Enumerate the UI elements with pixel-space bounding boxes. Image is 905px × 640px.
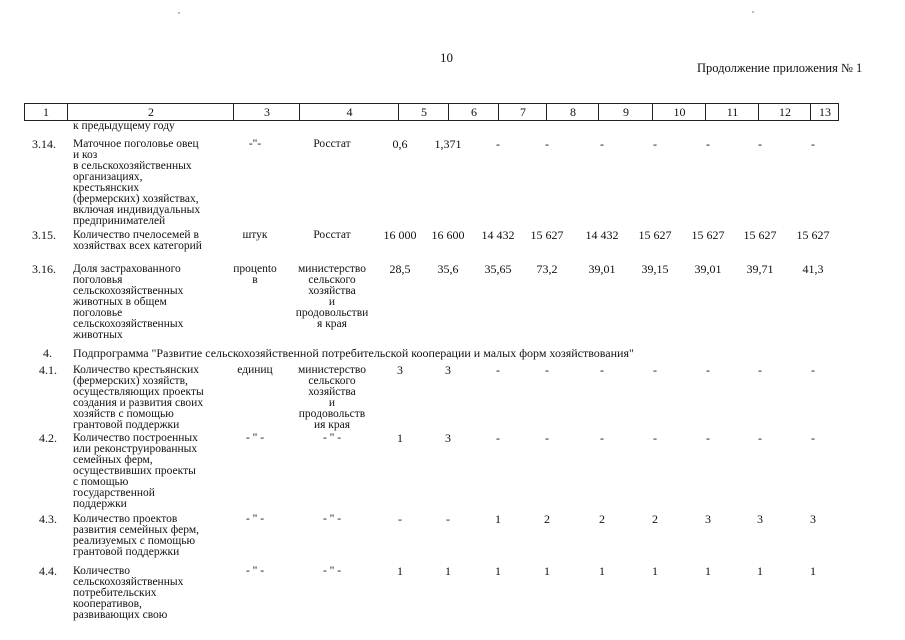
header-cell: 1 xyxy=(43,105,49,119)
page-number: 10 xyxy=(440,50,453,65)
value-cell: 1 xyxy=(397,564,403,578)
value-cell: - xyxy=(600,137,604,151)
data-source: - " - xyxy=(322,432,342,444)
row-number: 4.1. xyxy=(39,363,57,377)
value-cell: 3 xyxy=(397,363,403,377)
value-cell: - xyxy=(653,137,657,151)
value-cell: 1 xyxy=(544,564,550,578)
header-cell: 5 xyxy=(398,104,449,120)
value-cell: 1 xyxy=(705,564,711,578)
value-cell: 3 xyxy=(445,431,451,445)
header-cell: 3 xyxy=(233,104,300,120)
unit-of-measure: штук xyxy=(242,229,268,241)
value-cell: 1 xyxy=(495,512,501,526)
row-number: 4.3. xyxy=(39,512,57,526)
scan-speck xyxy=(752,11,754,13)
value-cell: - xyxy=(653,431,657,445)
indicator-name: Количество крестьянских (фермерских) хозяйств, осуществляющих проекты создания и развития своих хозяйств с помощью грантовой поддержки xyxy=(73,364,204,431)
value-cell: - xyxy=(600,363,604,377)
value-cell: 39,15 xyxy=(641,262,669,276)
value-cell: - xyxy=(545,363,549,377)
value-cell: 15 627 xyxy=(743,228,777,242)
scan-speck xyxy=(178,12,180,14)
value-cell: 16 000 xyxy=(383,228,417,242)
value-cell: - xyxy=(496,363,500,377)
value-cell: - xyxy=(706,363,710,377)
value-cell: 14 432 xyxy=(585,228,619,242)
indicator-name: Количество пчелосемей в хозяйствах всех категорий xyxy=(73,229,202,252)
continuation-note: Продолжение приложения № 1 xyxy=(697,61,863,75)
row-number: 3.16. xyxy=(32,262,56,276)
value-cell: - xyxy=(811,363,815,377)
header-cell: 11 xyxy=(705,104,759,120)
value-cell: - xyxy=(398,512,402,526)
value-cell: - xyxy=(706,137,710,151)
header-cell: 10 xyxy=(652,104,706,120)
unit-of-measure: -"- xyxy=(248,138,262,150)
unit-of-measure: - " - xyxy=(245,432,265,444)
value-cell: 16 600 xyxy=(431,228,465,242)
header-cell: 6 xyxy=(448,104,499,120)
value-cell: 28,5 xyxy=(389,262,411,276)
value-cell: 15 627 xyxy=(796,228,830,242)
value-cell: - xyxy=(545,431,549,445)
value-cell: 3 xyxy=(757,512,763,526)
indicator-name: Количество построенных или реконструированных семейных ферм, осуществивших проекты с помощью государственной поддержки xyxy=(73,432,198,510)
value-cell: - xyxy=(706,431,710,445)
value-cell: 73,2 xyxy=(536,262,558,276)
value-cell: - xyxy=(811,137,815,151)
unit-of-measure: - " - xyxy=(245,513,265,525)
value-cell: 1 xyxy=(445,564,451,578)
value-cell: 2 xyxy=(652,512,658,526)
header-cell: 9 xyxy=(598,104,653,120)
table-header-row xyxy=(24,103,839,121)
data-source: Росстат xyxy=(313,229,351,241)
value-cell: - xyxy=(545,137,549,151)
row-number: 3.14. xyxy=(32,137,56,151)
header-cell: 2 xyxy=(67,104,234,120)
indicator-name-fragment: к предыдущему году xyxy=(73,120,175,132)
indicator-name: Количество проектов развития семейных ферм, реализуемых с помощью грантовой поддержки xyxy=(73,513,200,558)
indicator-name: Маточное поголовье овец и коз в сельскохозяйственных организациях, крестьянских (фермерских) хозяйствах, включая индивидуальных предпринимателей xyxy=(73,138,201,227)
value-cell: - xyxy=(758,431,762,445)
value-cell: - xyxy=(496,137,500,151)
value-cell: 15 627 xyxy=(638,228,672,242)
value-cell: - xyxy=(600,431,604,445)
value-cell: 1,371 xyxy=(434,137,462,151)
row-number: 4.4. xyxy=(39,564,57,578)
data-source: - " - xyxy=(322,565,342,577)
header-cell: 8 xyxy=(546,104,599,120)
data-source: - " - xyxy=(322,513,342,525)
value-cell: 35,6 xyxy=(437,262,459,276)
value-cell: 15 627 xyxy=(691,228,725,242)
value-cell: - xyxy=(811,431,815,445)
value-cell: 2 xyxy=(599,512,605,526)
data-source: министерство сельского хозяйства и продовольстви я края xyxy=(295,263,369,330)
header-cell: 13 xyxy=(810,104,839,120)
value-cell: 14 432 xyxy=(481,228,515,242)
row-number: 3.15. xyxy=(32,228,56,242)
value-cell: 1 xyxy=(652,564,658,578)
value-cell: 1 xyxy=(495,564,501,578)
value-cell: - xyxy=(446,512,450,526)
value-cell: 39,01 xyxy=(588,262,616,276)
indicator-name: Доля застрахованного поголовья сельскохозяйственных животных в общем поголовье сельскохозяйственных животных xyxy=(73,263,184,341)
header-cell: 12 xyxy=(758,104,811,120)
value-cell: 1 xyxy=(757,564,763,578)
value-cell: 41,3 xyxy=(802,262,824,276)
section-number: 4. xyxy=(43,346,52,360)
row-number: 4.2. xyxy=(39,431,57,445)
value-cell: 1 xyxy=(397,431,403,445)
value-cell: 2 xyxy=(544,512,550,526)
value-cell: 3 xyxy=(705,512,711,526)
value-cell: 15 627 xyxy=(530,228,564,242)
unit-of-measure: единиц xyxy=(237,364,273,376)
value-cell: 3 xyxy=(810,512,816,526)
indicator-name: Количество сельскохозяйственных потребительских кооперативов, развивающих свою xyxy=(73,565,184,621)
data-source: министерство сельского хозяйства и продовольств ия края xyxy=(298,364,366,431)
data-source: Росстат xyxy=(313,138,351,150)
value-cell: - xyxy=(653,363,657,377)
value-cell: 1 xyxy=(810,564,816,578)
value-cell: 3 xyxy=(445,363,451,377)
value-cell: 39,71 xyxy=(746,262,774,276)
unit-of-measure: процento в xyxy=(233,263,277,286)
header-cell: 4 xyxy=(299,104,399,120)
unit-of-measure: - " - xyxy=(245,565,265,577)
header-cell: 7 xyxy=(498,104,547,120)
value-cell: 0,6 xyxy=(392,137,408,151)
value-cell: - xyxy=(758,363,762,377)
value-cell: - xyxy=(496,431,500,445)
value-cell: 1 xyxy=(599,564,605,578)
value-cell: 35,65 xyxy=(484,262,512,276)
section-title: Подпрограмма "Развитие сельскохозяйственной потребительской кооперации и малых форм хозяйствования" xyxy=(73,346,634,360)
value-cell: 39,01 xyxy=(694,262,722,276)
value-cell: - xyxy=(758,137,762,151)
